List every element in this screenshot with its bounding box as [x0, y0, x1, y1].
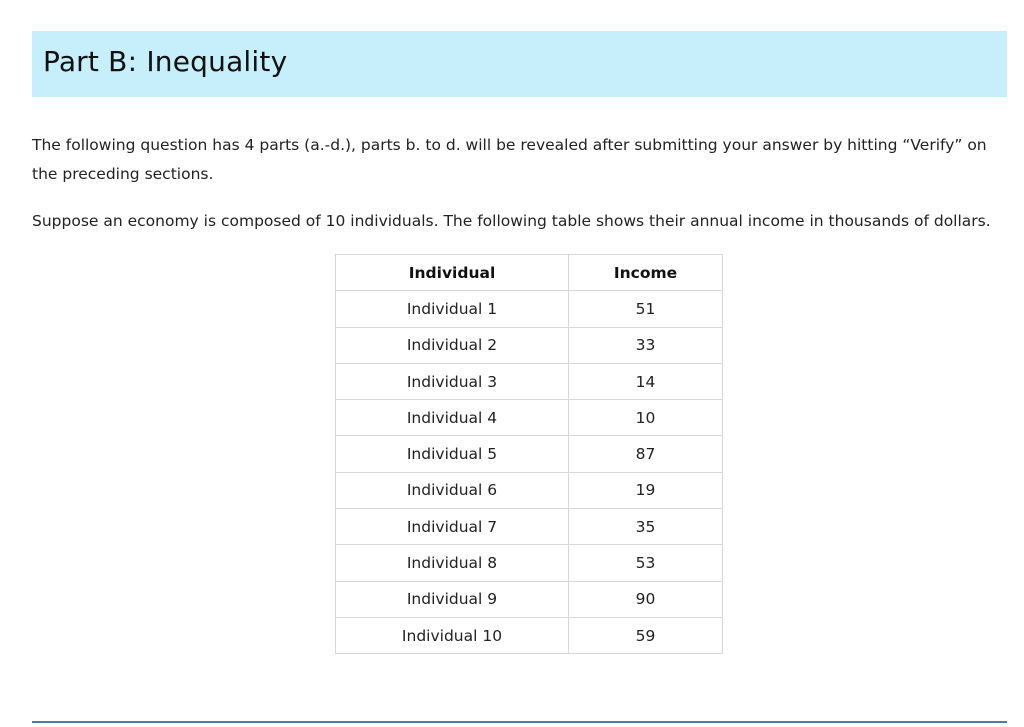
table-row: [336, 436, 723, 472]
question-setup-text: Suppose an economy is composed of 10 individuals. The following table shows their annual income in thousands of dollars.: [32, 212, 991, 230]
table-row: [336, 291, 723, 327]
income-cell: 53: [569, 545, 723, 581]
income-cell: 35: [569, 509, 723, 545]
income-cell: 19: [569, 472, 723, 508]
individual-cell: Individual 2: [336, 327, 569, 363]
income-cell: 59: [569, 617, 723, 653]
income-cell: 14: [569, 363, 723, 399]
section-banner: [32, 31, 1007, 97]
table-row: [336, 472, 723, 508]
individual-cell: Individual 4: [336, 400, 569, 436]
table-row: [336, 400, 723, 436]
section-divider: [32, 721, 1007, 723]
individual-cell: Individual 6: [336, 472, 569, 508]
column-header-individual: Individual: [336, 255, 569, 291]
individual-cell: Individual 10: [336, 617, 569, 653]
table-row: [336, 617, 723, 653]
individual-cell: Individual 1: [336, 291, 569, 327]
table-row: [336, 327, 723, 363]
individual-cell: Individual 3: [336, 363, 569, 399]
table-row: [336, 363, 723, 399]
income-table: [335, 254, 723, 654]
individual-cell: Individual 8: [336, 545, 569, 581]
income-cell: 90: [569, 581, 723, 617]
column-header-income: Income: [569, 255, 723, 291]
table-header-row: [336, 255, 723, 291]
table-row: [336, 545, 723, 581]
individual-cell: Individual 7: [336, 509, 569, 545]
income-cell: 51: [569, 291, 723, 327]
income-cell: 87: [569, 436, 723, 472]
income-cell: 10: [569, 400, 723, 436]
individual-cell: Individual 5: [336, 436, 569, 472]
table-row: [336, 581, 723, 617]
individual-cell: Individual 9: [336, 581, 569, 617]
income-cell: 33: [569, 327, 723, 363]
section-title: Part B: Inequality: [43, 44, 288, 78]
question-intro-text: The following question has 4 parts (a.-d.), parts b. to d. will be revealed after submitting your answer by hitting “Verify” on the preceding sections.: [32, 136, 987, 183]
table-row: [336, 509, 723, 545]
